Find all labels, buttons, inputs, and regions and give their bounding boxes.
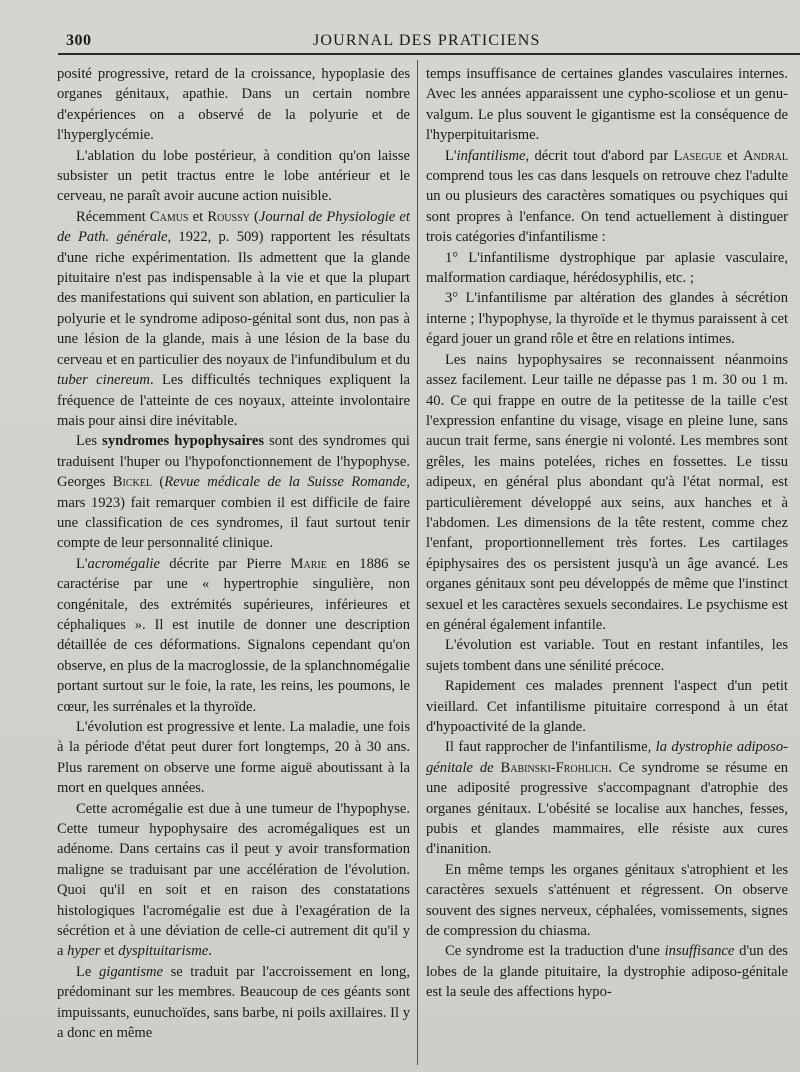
paragraph: [57, 799, 410, 962]
paragraph: [426, 676, 788, 737]
text-run: L'évolution est progressive et lente. La maladie, une fois à la période d'état peut durer fort longtemps, 20 à 30 ans. Plus rarement on observe une forme aiguë aboutissant à la mort en quelques années.: [57, 719, 410, 797]
author-name: Lasegue: [673, 147, 722, 164]
italic-text: gigantisme: [98, 963, 164, 980]
page-number: 300: [66, 32, 92, 49]
text-run: , mars 1923) fait remarquer combien il est difficile de faire une classification de ces syndromes, il faut surtout tenir compte de leur personnalité clinique.: [57, 474, 411, 552]
text-run: Le: [76, 963, 99, 980]
author-name: Camus: [149, 208, 189, 225]
text-run: , décrit tout d'abord par: [525, 147, 674, 164]
text-run: Cette acromégalie est due à une tumeur de l'hypophyse. Cette tumeur hypophysaire des acromégaliques est un adénome. Dans certains cas il peut y avoir transformation maligne se traduisant par une accélération de l'évolution. Quoi qu'il en soit et en raison des constatations histologiques l'acromégalie est due à l'exagération de la sécrétion et à une déviation de celle-ci autrement dit qu'il y a: [57, 800, 410, 960]
author-name: Bickel: [112, 474, 152, 491]
text-run: sont des syndromes qui traduisent l'huper ou l'hypofonctionnement de l'hypophyse. Georges: [57, 433, 410, 491]
paragraph: [426, 350, 788, 636]
italic-text: acromégalie: [87, 555, 160, 572]
text-run: L'ablation du lobe postérieur, à condition qu'on laisse subsister un petit tractus entre le lobe antérieur et le cerveau, ne paraît avoir aucune action nuisible.: [57, 147, 410, 205]
paragraph: [426, 860, 788, 942]
text-run: 1° L'infantilisme dystrophique par aplasie vasculaire, malformation cardiaque, hérédosyphilis, etc. ;: [426, 249, 788, 287]
text-run: (: [249, 208, 259, 225]
text-run: .: [208, 943, 212, 960]
text-run: Les: [76, 433, 103, 450]
text-run: . Ce syndrome se résume en une adiposité progressive s'accompagnant d'atrophie des organes génitaux. L'obésité se localise aux hanches, fesses, pubis et glandes mammaires, elle résiste aux cures d'inanition.: [426, 759, 788, 858]
paragraph: [57, 554, 410, 717]
paragraph: [426, 248, 788, 289]
text-run: Les nains hypophysaires se reconnaissent néanmoins assez facilement. Leur taille ne dépasse pas 1 m. 30 ou 1 m. 40. Ce qui frappe en outre de la petitesse de la taille c'est l'expression enfantine du visage, visage en pleine lune, sans aucun trait ferme, sans énergie ni volonté. Les membres sont grêles, les mains potelées, riches en fossettes. Le tissu adipeux, en général plus abondant qu'à l'état normal, est particulièrement développé aux seins, aux hanches et à l'abdomen. Les dimensions de la tête restent, comme chez l'enfant, proportionnellement très fortes. Les cartilages épiphysaires des os persistent jusqu'à un âge avancé. Les organes génitaux sont peu développés de même que l'instinct sexuel et les caractères sexuels secondaires. Le psychisme est en général également infantile.: [426, 351, 788, 633]
right-column: [426, 64, 788, 1064]
author-name: Babinski-Frohlich: [500, 759, 609, 776]
italic-text: dyspituitarisme: [118, 943, 209, 960]
paragraph: [57, 207, 410, 431]
italic-text: infantilisme: [456, 147, 526, 164]
paragraph: [426, 737, 788, 859]
paragraph: [57, 64, 410, 146]
text-run: en 1886 se caractérise par une « hypertrophie singulière, non congénitale, des extrémités supérieures, inférieures et céphaliques ». Il est inutile de donner une description détaillée de ces déformations. Signalons cependant qu'on observe, en plus de la macroglossie, de la splanchnomégalie portant surtout sur le foie, la rate, les reins, les poumons, le cœur, les surrénales et la thyroïde.: [57, 555, 410, 715]
paragraph: [57, 717, 410, 799]
text-run: Récemment: [76, 208, 150, 225]
journal-title: JOURNAL DES PRATICIENS: [313, 32, 541, 49]
author-name: Marie: [290, 555, 327, 572]
paragraph: [426, 288, 788, 349]
text-run: 3° L'infantilisme par altération des glandes à sécrétion interne ; l'hypophyse, la thyroïde et le thymus paraissent à cet égard jouer un grand rôle et être en relations intimes.: [426, 290, 788, 348]
paragraph: [426, 635, 788, 676]
left-column: [57, 64, 410, 1064]
paragraph: [426, 146, 788, 248]
text-run: posité progressive, retard de la croissance, hypoplasie des organes génitaux, apathie. Dans un certain nombre d'expériences on a observé de la polyurie et de l'hyperglycémie.: [57, 66, 410, 144]
text-run: comprend tous les cas dans lesquels on retrouve chez l'adulte un ou plusieurs des caractères somatiques ou psychiques qui sont propres à l'enfance. On tend actuellement à distinguer trois catégories d'infantilisme :: [426, 168, 788, 246]
author-name: Andral: [743, 147, 788, 164]
italic-text: hyper: [67, 943, 101, 960]
text-run: . Les difficultés techniques expliquent la fréquence de l'atteinte de ces noyaux, atteinte involontaire mais pour ainsi dire inévitable.: [57, 372, 410, 429]
paragraph: [426, 941, 788, 1002]
text-run: se traduit par l'accroissement en long, prédominant sur les membres. Beaucoup de ces géants sont impuissants, eunuchoïdes, sans barbe, ni poils axillaires. Il y a donc en même: [57, 963, 410, 1042]
text-run: et: [100, 943, 119, 960]
text-run: [494, 760, 501, 776]
italic-text: tuber cinereum: [57, 372, 150, 389]
paragraph: [57, 146, 410, 207]
column-divider: [417, 60, 418, 1065]
text-run: décrite par Pierre: [159, 555, 291, 572]
paragraph: [426, 64, 788, 146]
text-run: Rapidement ces malades prennent l'aspect d'un petit vieillard. Cet infantilisme pituitaire correspond à un état d'hypoactivité de la glande.: [426, 678, 788, 735]
italic-text: Revue médicale de la Suisse Romande: [164, 474, 407, 491]
text-run: , 1922, p. 509) rapportent les résultats d'une riche expérimentation. Ils admettent que la glande pituitaire n'est pas indispensable à la vie et que la plupart des manifestations qui suivent son ablation, en particulier la polyurie et le syndrome adiposo-génital sont dus, non pas à une lésion de la glande, mais à une lésion de la base du cerveau et en particulier des noyaux de l'infundibulum et du: [57, 229, 410, 368]
bold-term: syndromes hypophysaires: [102, 433, 265, 450]
text-run: L': [76, 555, 88, 572]
text-run: temps insuffisance de certaines glandes vasculaires internes. Avec les années apparaissent une cypho-scoliose et un genu-valgum. Le plus souvent le gigantisme est la conséquence de l'hyperpituitarisme.: [426, 66, 788, 144]
text-run: et: [721, 147, 743, 164]
italic-text: la dystrophie adiposo-génitale de: [426, 739, 788, 776]
paragraph: [57, 431, 410, 553]
text-run: d'un des lobes de la glande pituitaire, la dystrophie adiposo-génitale est la seule des affections hypo-: [426, 943, 788, 1001]
text-run: L'évolution est variable. Tout en restant infantiles, les sujets tombent dans une sénilité précoce.: [426, 637, 788, 674]
text-run: L': [445, 147, 457, 164]
text-run: et: [188, 208, 208, 225]
author-name: Roussy: [207, 208, 250, 225]
italic-text: insuffisance: [664, 943, 735, 960]
text-run: Ce syndrome est la traduction d'une: [445, 943, 665, 960]
italic-text: Journal de Physiologie et de Path. générale: [57, 208, 410, 246]
text-run: (: [151, 474, 165, 491]
paragraph: [57, 962, 410, 1044]
running-header: [58, 30, 788, 52]
text-run: En même temps les organes génitaux s'atrophient et les caractères sexuels s'atténuent et régressent. On observe souvent des signes nerveux, céphalées, vomissements, signes de compression du chiasma.: [426, 861, 788, 940]
header-rule: [58, 53, 800, 55]
text-run: Il faut rapprocher de l'infantilisme,: [445, 739, 656, 756]
